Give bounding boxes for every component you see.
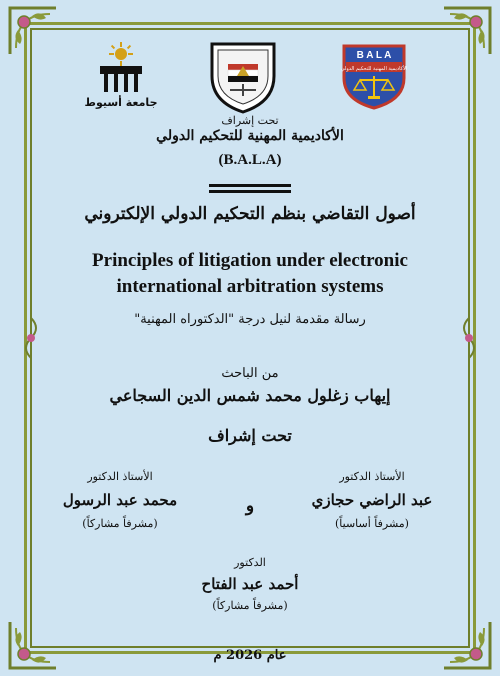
supervisor-role: الدكتور bbox=[234, 556, 266, 569]
title-divider bbox=[209, 190, 291, 193]
supervisor-note: (مشرفاً مشاركاً) bbox=[82, 517, 158, 530]
academy-name: الأكاديمية المهنية للتحكيم الدولي bbox=[156, 128, 344, 144]
bala-logo-subtitle: الأكاديمية المهنية للتحكيم الدولي bbox=[340, 66, 408, 72]
bala-logo-text: B A L A bbox=[356, 50, 392, 61]
asyut-logo-text: جامعة أسيوط bbox=[84, 96, 158, 109]
corner-ornament-icon bbox=[6, 4, 60, 58]
supervisor-role: الأستاذ الدكتور bbox=[339, 470, 405, 483]
egypt-arbitration-shield-logo bbox=[206, 38, 280, 114]
supervisor-name: عبد الراضي حجازي bbox=[311, 491, 433, 509]
thesis-year: عام 2026 م bbox=[213, 648, 287, 663]
supervision-heading: تحت إشراف bbox=[208, 426, 292, 445]
bala-academy-logo bbox=[338, 38, 410, 110]
supervisor-name: محمد عبد الرسول bbox=[62, 491, 178, 509]
thesis-title-english-line2: international arbitration systems bbox=[116, 276, 384, 297]
supervisors-conjunction: و bbox=[245, 496, 255, 516]
researcher-name: إيهاب زغلول محمد شمس الدين السجاعي bbox=[109, 386, 391, 405]
supervisor-role: الأستاذ الدكتور bbox=[87, 470, 153, 483]
supervisor-co-2 bbox=[170, 556, 330, 612]
thesis-title-arabic: أصول التقاضي بنظم التحكيم الدولي الإلكتروني bbox=[84, 204, 416, 224]
supervisor-note: (مشرفاً مشاركاً) bbox=[212, 599, 288, 612]
supervisor-main bbox=[292, 470, 452, 530]
supervisor-name: أحمد عبد الفتاح bbox=[201, 575, 299, 593]
academy-abbreviation: (B.A.L.A) bbox=[218, 152, 282, 168]
supervisor-note: (مشرفاً أساسياً) bbox=[335, 517, 409, 530]
supervisor-co-1 bbox=[40, 470, 200, 530]
corner-ornament-icon bbox=[440, 4, 494, 58]
corner-ornament-icon bbox=[440, 618, 494, 672]
thesis-title-english-line1: Principles of litigation under electronic bbox=[92, 250, 408, 271]
researcher-label: من الباحث bbox=[221, 366, 279, 381]
asyut-university-logo bbox=[84, 40, 158, 112]
thesis-title-english bbox=[30, 248, 470, 300]
title-divider bbox=[209, 184, 291, 187]
thesis-purpose: رسالة مقدمة لنيل درجة "الدكتوراه المهنية" bbox=[134, 312, 366, 327]
header-supervision-label: تحت إشراف bbox=[221, 114, 279, 127]
corner-ornament-icon bbox=[6, 618, 60, 672]
